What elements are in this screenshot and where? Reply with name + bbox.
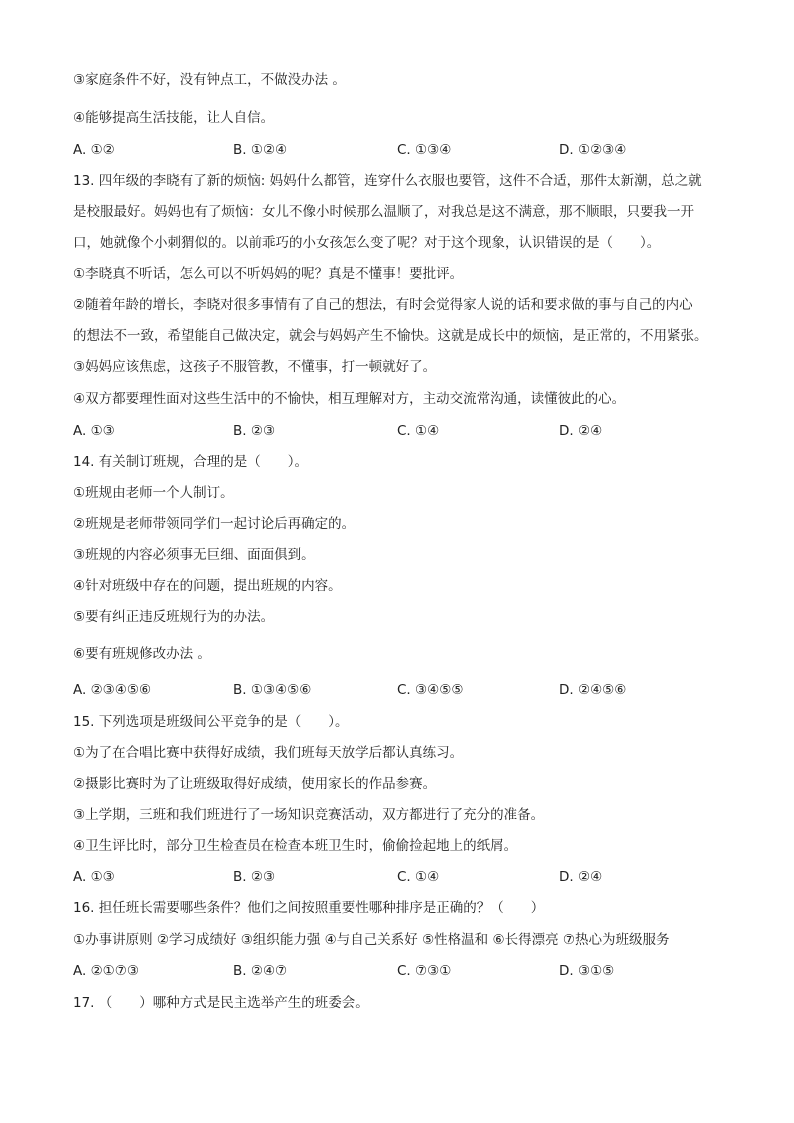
q14-options (73, 681, 753, 699)
q15-options (73, 868, 753, 886)
q13-item-4: ④双方都要理性面对这些生活中的不愉快，相互理解对方，主动交流常沟通，读懂彼此的心。 (73, 391, 626, 407)
q14-stem: 14. 有关制订班规，合理的是（ ）。 (73, 454, 309, 470)
q16-option-d[interactable]: D. ③①⑤ (559, 963, 615, 979)
q13-option-c[interactable]: C. ①④ (397, 423, 440, 439)
q12-item-4: ④能够提高生活技能，让人自信。 (73, 110, 275, 126)
q16-stem: 16. 担任班长需要哪些条件？他们之间按照重要性哪种排序是正确的？（ ） (73, 900, 545, 916)
q13-stem-line-2: 是校服最好。妈妈也有了烦恼：女儿不像小时候那么温顺了，对我总是这不满意，那不顺眼，只要我一开 (73, 204, 694, 220)
q12-option-a[interactable]: A. ①② (73, 142, 115, 158)
q15-option-c[interactable]: C. ①④ (397, 869, 440, 885)
q15-item-3: ③上学期，三班和我们班进行了一场知识竞赛活动，双方都进行了充分的准备。 (73, 807, 545, 823)
q14-item-6: ⑥要有班规修改办法 。 (73, 646, 211, 662)
q16-option-b[interactable]: B. ②④⑦ (233, 963, 288, 979)
q14-item-3: ③班规的内容必须事无巨细、面面俱到。 (73, 547, 315, 563)
q13-item-2: ②随着年龄的增长，李晓对很多事情有了自己的想法，有时会觉得家人说的话和要求做的事与自己的内心 (73, 297, 693, 313)
q14-item-5: ⑤要有纠正违反班规行为的办法。 (73, 609, 275, 625)
q16-option-c[interactable]: C. ⑦③① (397, 963, 452, 979)
q12-option-b[interactable]: B. ①②④ (233, 142, 288, 158)
q12-options (73, 141, 753, 159)
q14-item-4: ④针对班级中存在的问题，提出班规的内容。 (73, 578, 342, 594)
q16-option-a[interactable]: A. ②①⑦③ (73, 963, 139, 979)
q15-stem: 15. 下列选项是班级间公平竞争的是（ ）。 (73, 714, 349, 730)
q13-stem-line-1: 13. 四年级的李晓有了新的烦恼: 妈妈什么都管，连穿什么衣服也要管，这件不合适，那件太新潮，总之就 (73, 173, 702, 189)
q13-item-1: ①李晓真不听话，怎么可以不听妈妈的呢？真是不懂事！要批评。 (73, 266, 464, 282)
q15-option-a[interactable]: A. ①③ (73, 869, 115, 885)
q12-item-3: ③家庭条件不好，没有钟点工，不做没办法 。 (73, 72, 346, 88)
q15-item-1: ①为了在合唱比赛中获得好成绩，我们班每天放学后都认真练习。 (73, 745, 464, 761)
q13-option-b[interactable]: B. ②③ (233, 423, 276, 439)
q13-option-a[interactable]: A. ①③ (73, 423, 115, 439)
q12-option-c[interactable]: C. ①③④ (397, 142, 452, 158)
q13-option-d[interactable]: D. ②④ (559, 423, 603, 439)
q13-item-2-cont: 的想法不一致，希望能自己做决定，就会与妈妈产生不愉快。这就是成长中的烦恼，是正常的，不用紧张。 (73, 328, 708, 344)
q15-option-d[interactable]: D. ②④ (559, 869, 603, 885)
q17-stem: 17. （ ）哪种方式是民主选举产生的班委会。 (73, 995, 369, 1011)
q14-item-1: ①班规由老师一个人制订。 (73, 485, 234, 501)
q13-options (73, 422, 753, 440)
q12-option-d[interactable]: D. ①②③④ (559, 142, 627, 158)
q14-option-b[interactable]: B. ①③④⑤⑥ (233, 682, 312, 698)
q14-option-a[interactable]: A. ②③④⑤⑥ (73, 682, 152, 698)
q14-option-d[interactable]: D. ②④⑤⑥ (559, 682, 627, 698)
q14-item-2: ②班规是老师带领同学们一起讨论后再确定的。 (73, 516, 356, 532)
q16-items: ①办事讲原则 ②学习成绩好 ③组织能力强 ④与自己关系好 ⑤性格温和 ⑥长得漂亮 ⑦热心为班级服务 (73, 932, 670, 948)
q13-item-3: ③妈妈应该焦虑，这孩子不服管教，不懂事，打一顿就好了。 (73, 359, 437, 375)
q15-item-4: ④卫生评比时，部分卫生检查员在检查本班卫生时，偷偷捡起地上的纸屑。 (73, 838, 518, 854)
q15-item-2: ②摄影比赛时为了让班级取得好成绩，使用家长的作品参赛。 (73, 776, 437, 792)
q14-option-c[interactable]: C. ③④⑤⑤ (397, 682, 464, 698)
q15-option-b[interactable]: B. ②③ (233, 869, 276, 885)
q13-stem-line-3: 口，她就像个小刺猬似的。以前乖巧的小女孩怎么变了呢？对于这个现象，认识错误的是（ ）。 (73, 235, 661, 251)
q16-options (73, 962, 753, 980)
